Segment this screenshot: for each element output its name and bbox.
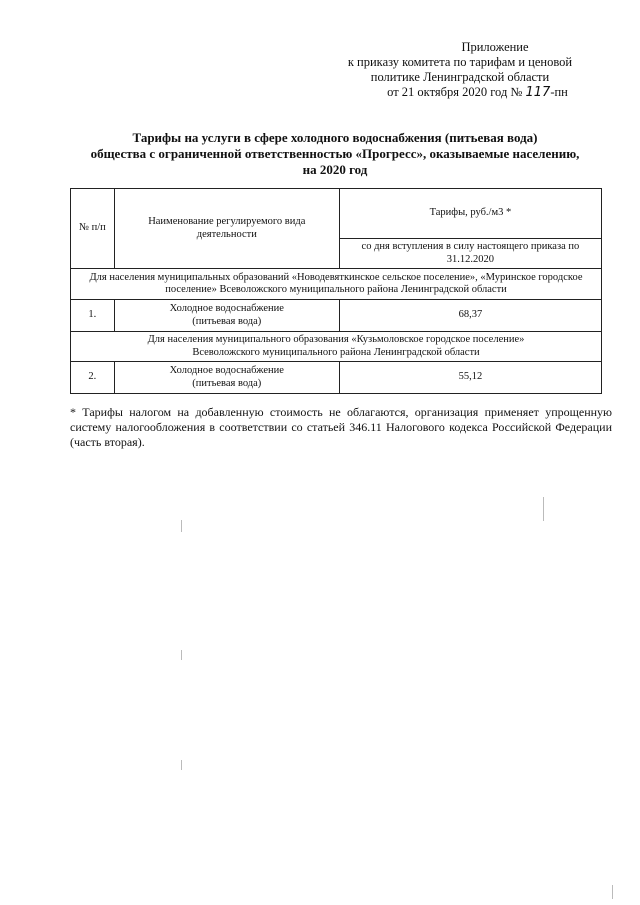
- row-number: 1.: [71, 300, 115, 332]
- order-number-handwritten: 117: [525, 85, 551, 100]
- title-line: на 2020 год: [302, 162, 368, 177]
- scan-artifact: [181, 760, 182, 770]
- header-period: со дня вступления в силу настоящего приказа по 31.12.2020: [339, 239, 601, 269]
- table-row: [71, 300, 602, 332]
- header-activity: Наименование регулируемого вида деятельности: [114, 189, 339, 269]
- title-line: Тарифы на услуги в сфере холодного водоснабжения (питьевая вода): [132, 130, 538, 145]
- row-tariff-value: 68,37: [339, 300, 601, 332]
- appendix-order-line: к приказу комитета по тарифам и ценовой: [347, 55, 573, 69]
- header-tariff: Тарифы, руб./м3 *: [339, 189, 601, 239]
- header-number: № п/п: [71, 189, 115, 269]
- section-caption-row: [71, 332, 602, 362]
- scan-artifact: [543, 497, 544, 521]
- appendix-header: [340, 40, 580, 100]
- document-title: [70, 130, 600, 178]
- order-date-text: от 21 октября 2020 год №: [387, 85, 523, 99]
- scan-artifact: [612, 885, 613, 899]
- row-activity: [114, 300, 339, 332]
- row-number: 2.: [71, 362, 115, 394]
- section-caption: Для населения муниципальных образований «Новодевяткинское сельское поселение», «Муринское городское поселение» Всеволожского муниципального района Ленинградской области: [71, 269, 602, 300]
- caption-line: Для населения муниципального образования «Кузьмоловское городское поселение»: [147, 334, 525, 345]
- row-activity: [114, 362, 339, 394]
- activity-line: (питьевая вода): [192, 377, 262, 389]
- activity-line: Холодное водоснабжение: [169, 365, 284, 376]
- activity-line: Холодное водоснабжение: [169, 303, 284, 314]
- appendix-order-line: политике Ленинградской области: [370, 70, 550, 84]
- scan-artifact: [181, 650, 182, 660]
- section-caption: [71, 332, 602, 362]
- title-line: общества с ограниченной ответственностью «Прогресс», оказываемые населению,: [90, 146, 580, 161]
- table-row: [71, 362, 602, 394]
- caption-line: Всеволожского муниципального района Ленинградской области: [192, 346, 480, 358]
- table-header-row: [71, 189, 602, 239]
- section-caption-row: [71, 269, 602, 300]
- tariff-table: [70, 188, 602, 394]
- order-number-suffix: -пн: [550, 85, 568, 99]
- row-tariff-value: 55,12: [339, 362, 601, 394]
- scan-artifact: [181, 520, 182, 532]
- footnote: * Тарифы налогом на добавленную стоимость не облагаются, организация применяет упрощенную систему налогообложения в соответствии со статьей 346.11 Налогового кодекса Российской Федерации (часть вторая).: [70, 405, 612, 449]
- activity-line: (питьевая вода): [192, 315, 262, 327]
- appendix-order-date: [340, 85, 580, 100]
- appendix-label: Приложение: [461, 40, 529, 54]
